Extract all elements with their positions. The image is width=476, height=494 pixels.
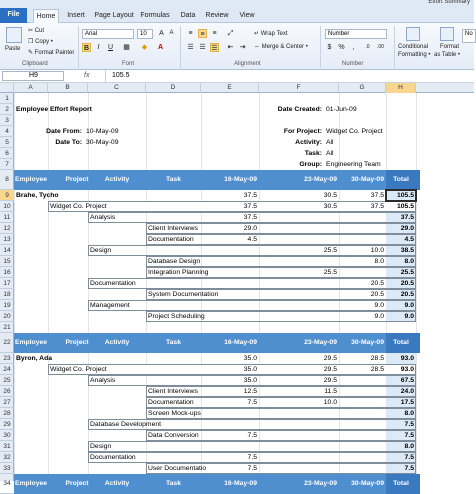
week-2-value[interactable] bbox=[259, 441, 339, 452]
brush-icon: ✎ bbox=[28, 50, 34, 56]
row-header[interactable]: 19 bbox=[0, 300, 14, 311]
total-value[interactable]: 7.5 bbox=[404, 454, 414, 461]
week-3-value[interactable] bbox=[339, 419, 386, 430]
total-value[interactable]: 7.5 bbox=[404, 421, 414, 428]
project-week-value[interactable]: 105.5 bbox=[396, 203, 414, 210]
week-3-value[interactable]: 8.0 bbox=[374, 258, 384, 265]
total-value[interactable]: 9.0 bbox=[404, 313, 414, 320]
week-3-value[interactable]: 20.5 bbox=[370, 280, 384, 287]
total-value[interactable]: 8.0 bbox=[404, 258, 414, 265]
decrease-decimal-icon[interactable]: .00 bbox=[377, 44, 384, 50]
column-header-c[interactable]: C bbox=[88, 83, 146, 93]
row-header[interactable]: 8 bbox=[0, 170, 14, 190]
week-3-value[interactable]: 10.0 bbox=[370, 247, 384, 254]
row-header[interactable]: 23 bbox=[0, 353, 14, 364]
total-value[interactable]: 4.5 bbox=[404, 236, 414, 243]
week-1-value[interactable]: 35.0 bbox=[243, 377, 257, 384]
row-header[interactable]: 21 bbox=[0, 322, 14, 333]
week-1-value[interactable] bbox=[201, 300, 259, 311]
conditional-formatting-label-2[interactable]: Formatting • bbox=[398, 52, 431, 58]
week-1-value[interactable]: 4.5 bbox=[247, 236, 257, 243]
activity-name[interactable]: Database Development bbox=[90, 421, 162, 428]
employee-week-value[interactable]: 37.5 bbox=[370, 192, 384, 199]
week-1-value[interactable]: 7.5 bbox=[247, 432, 257, 439]
tab-file[interactable]: File bbox=[0, 8, 27, 23]
align-top-icon[interactable]: ≡ bbox=[188, 30, 193, 37]
row-header[interactable]: 5 bbox=[0, 137, 14, 148]
currency-icon[interactable]: $ bbox=[327, 44, 332, 51]
worksheet-grid[interactable] bbox=[14, 93, 474, 487]
group-label[interactable]: Group: bbox=[299, 161, 322, 168]
merge-center-label: Merge & Center • bbox=[261, 44, 308, 50]
week-2-value[interactable]: 25.5 bbox=[323, 269, 337, 276]
week-3-value[interactable] bbox=[339, 441, 386, 452]
week-3-value[interactable] bbox=[339, 408, 386, 419]
week-1-value[interactable]: 12.5 bbox=[243, 388, 257, 395]
employee-name[interactable]: Brahe, Tycho bbox=[16, 192, 59, 199]
week-1-value[interactable] bbox=[201, 256, 259, 267]
row-header[interactable]: 13 bbox=[0, 234, 14, 245]
total-value[interactable]: 37.5 bbox=[400, 214, 414, 221]
copy-label: Copy • bbox=[35, 39, 53, 45]
task-name[interactable]: Screen Mock-ups bbox=[148, 410, 201, 417]
week-3-value[interactable]: 9.0 bbox=[374, 302, 384, 309]
row-header[interactable]: 22 bbox=[0, 333, 14, 353]
row-header[interactable]: 4 bbox=[0, 126, 14, 137]
week-1-value[interactable] bbox=[201, 278, 259, 289]
row-header[interactable]: 14 bbox=[0, 245, 14, 256]
function-button[interactable]: fx bbox=[66, 70, 106, 82]
week-1-value[interactable] bbox=[201, 267, 259, 278]
for-project-label[interactable]: For Project: bbox=[283, 128, 322, 135]
row-header[interactable]: 26 bbox=[0, 386, 14, 397]
total-value[interactable]: 25.5 bbox=[400, 269, 414, 276]
week-2-value[interactable] bbox=[259, 408, 339, 419]
column-title-week-3[interactable]: 30-May-09 bbox=[351, 339, 384, 346]
align-center-icon[interactable]: ☰ bbox=[199, 44, 206, 51]
row-header[interactable]: 17 bbox=[0, 278, 14, 289]
total-value[interactable]: 20.5 bbox=[400, 280, 414, 287]
tab-formulas[interactable]: Formulas bbox=[140, 12, 170, 19]
cell-styles-box[interactable]: No bbox=[462, 29, 476, 43]
column-title-week-3[interactable]: 30-May-09 bbox=[351, 480, 384, 487]
employee-week-value[interactable]: 28.5 bbox=[370, 355, 384, 362]
week-1-value[interactable]: 37.5 bbox=[243, 214, 257, 221]
total-value[interactable]: 8.0 bbox=[404, 410, 414, 417]
week-2-value[interactable] bbox=[259, 256, 339, 267]
wrap-icon: ↵ bbox=[254, 31, 260, 37]
week-3-value[interactable] bbox=[339, 430, 386, 441]
week-3-value[interactable] bbox=[339, 397, 386, 408]
week-1-value[interactable]: 7.5 bbox=[247, 454, 257, 461]
week-1-value[interactable] bbox=[201, 441, 259, 452]
project-name[interactable]: Widget Co. Project bbox=[50, 203, 107, 210]
column-title-employee[interactable]: Employee bbox=[14, 176, 48, 183]
column-title-week-2[interactable]: 23-May-09 bbox=[304, 176, 337, 183]
italic-button[interactable]: I bbox=[97, 44, 100, 51]
week-3-value[interactable] bbox=[339, 452, 386, 463]
row-header[interactable]: 10 bbox=[0, 201, 14, 212]
row-header[interactable]: 34 bbox=[0, 474, 14, 494]
week-3-value[interactable]: 20.5 bbox=[370, 291, 384, 298]
activity-name[interactable]: Documentation bbox=[90, 454, 136, 461]
font-color-icon[interactable]: A bbox=[157, 44, 164, 51]
row-header[interactable]: 18 bbox=[0, 289, 14, 300]
row-header[interactable]: 15 bbox=[0, 256, 14, 267]
date-from-value[interactable]: 10-May-09 bbox=[86, 128, 119, 135]
group-separator bbox=[320, 26, 321, 68]
format-as-table-label-1[interactable]: Format bbox=[440, 44, 460, 50]
ribbon-tabs bbox=[0, 6, 474, 23]
week-3-value[interactable] bbox=[339, 223, 386, 234]
activity-name[interactable]: Design bbox=[90, 443, 112, 450]
cut-label: Cut bbox=[34, 28, 45, 34]
row-header[interactable]: 31 bbox=[0, 441, 14, 452]
format-as-table-label-2[interactable]: as Table • bbox=[434, 52, 461, 58]
week-2-value[interactable] bbox=[259, 278, 339, 289]
column-title-week-1[interactable]: 16-May-09 bbox=[224, 339, 257, 346]
total-value[interactable]: 17.5 bbox=[400, 399, 414, 406]
selected-cell[interactable] bbox=[385, 189, 417, 202]
paste-button[interactable]: Paste bbox=[5, 46, 21, 52]
column-title-week-1[interactable]: 16-May-09 bbox=[224, 176, 257, 183]
project-name[interactable]: Widget Co. Project bbox=[50, 366, 107, 373]
project-week-value[interactable]: 35.0 bbox=[243, 366, 257, 373]
copy-icon: ❐ bbox=[28, 39, 34, 45]
row-header[interactable]: 16 bbox=[0, 267, 14, 278]
column-title-total[interactable]: Total bbox=[393, 339, 409, 346]
activity-value[interactable]: All bbox=[326, 139, 334, 146]
row-header[interactable]: 11 bbox=[0, 212, 14, 223]
column-header-d[interactable]: D bbox=[146, 83, 201, 93]
week-2-value[interactable] bbox=[259, 452, 339, 463]
employee-week-value[interactable]: 29.5 bbox=[323, 355, 337, 362]
employee-week-value[interactable]: 35.0 bbox=[243, 355, 257, 362]
scissors-icon: ✂ bbox=[28, 28, 34, 34]
week-3-value[interactable] bbox=[339, 267, 386, 278]
tab-review[interactable]: Review bbox=[205, 12, 229, 19]
shrink-font-icon[interactable]: A bbox=[169, 30, 174, 36]
column-title-project[interactable]: Project bbox=[65, 176, 89, 183]
column-title-week-2[interactable]: 23-May-09 bbox=[304, 339, 337, 346]
week-1-value[interactable] bbox=[201, 311, 259, 322]
row-header[interactable]: 28 bbox=[0, 408, 14, 419]
week-1-value[interactable] bbox=[201, 419, 259, 430]
table-header-band bbox=[14, 170, 420, 190]
week-2-value[interactable] bbox=[259, 234, 339, 245]
column-title-project[interactable]: Project bbox=[65, 339, 89, 346]
task-name[interactable]: Database Design bbox=[148, 258, 201, 265]
group-separator bbox=[394, 26, 395, 68]
align-middle-icon[interactable]: ≡ bbox=[198, 29, 207, 38]
row-header[interactable]: 9 bbox=[0, 190, 14, 201]
activity-label[interactable]: Activity: bbox=[295, 139, 322, 146]
column-title-total[interactable]: Total bbox=[393, 176, 409, 183]
format-painter-button[interactable] bbox=[28, 49, 74, 56]
week-1-value[interactable] bbox=[201, 408, 259, 419]
project-week-value[interactable]: 29.5 bbox=[323, 366, 337, 373]
project-week-value[interactable]: 93.0 bbox=[400, 366, 414, 373]
group-value[interactable]: Engineering Team bbox=[326, 161, 381, 168]
select-all-corner[interactable] bbox=[0, 83, 14, 93]
activity-name[interactable]: Analysis bbox=[90, 377, 116, 384]
project-week-value[interactable]: 30.5 bbox=[323, 203, 337, 210]
week-3-value[interactable] bbox=[339, 463, 386, 474]
task-name[interactable]: Integration Planning bbox=[148, 269, 209, 276]
row-header[interactable]: 24 bbox=[0, 364, 14, 375]
font-size-select[interactable]: 10 bbox=[137, 29, 153, 39]
week-2-value[interactable] bbox=[259, 212, 339, 223]
merge-icon: ⇔ bbox=[254, 44, 260, 50]
row-header[interactable]: 7 bbox=[0, 159, 14, 170]
week-2-value[interactable] bbox=[259, 300, 339, 311]
tab-data[interactable]: Data bbox=[180, 12, 196, 19]
project-week-value[interactable]: 37.5 bbox=[370, 203, 384, 210]
table-header-band bbox=[14, 474, 420, 494]
task-name[interactable]: Data Conversion bbox=[148, 432, 199, 439]
window-title: Effort Summary bbox=[428, 0, 470, 5]
column-headers bbox=[0, 83, 474, 93]
column-title-employee[interactable]: Employee bbox=[14, 339, 48, 346]
number-format-select[interactable]: Number bbox=[325, 29, 387, 39]
group-label-alignment: Alignment bbox=[234, 61, 261, 67]
date-created-label[interactable]: Date Created: bbox=[277, 106, 322, 113]
total-value[interactable]: 29.0 bbox=[400, 225, 414, 232]
column-title-project[interactable]: Project bbox=[65, 480, 89, 487]
week-1-value[interactable]: 29.0 bbox=[243, 225, 257, 232]
week-2-value[interactable] bbox=[259, 430, 339, 441]
total-value[interactable]: 24.0 bbox=[400, 388, 414, 395]
underline-button[interactable]: U bbox=[107, 44, 114, 51]
employee-week-value[interactable]: 105.5 bbox=[396, 192, 414, 199]
date-created-value[interactable]: 01-Jun-09 bbox=[326, 106, 357, 113]
row-header[interactable]: 2 bbox=[0, 104, 14, 115]
week-2-value[interactable] bbox=[259, 311, 339, 322]
task-name[interactable]: Client Interviews bbox=[148, 388, 198, 395]
week-2-value[interactable]: 25.5 bbox=[323, 247, 337, 254]
column-title-employee[interactable]: Employee bbox=[14, 480, 48, 487]
paste-icon[interactable] bbox=[6, 27, 22, 43]
report-title[interactable]: Employee Effort Report bbox=[16, 106, 92, 113]
wrap-text-label: Wrap Text bbox=[260, 31, 288, 37]
task-name[interactable]: Project Scheduling bbox=[148, 313, 205, 320]
column-title-activity[interactable]: Activity bbox=[104, 480, 130, 487]
column-header-a[interactable]: A bbox=[14, 83, 48, 93]
column-header-e[interactable]: E bbox=[201, 83, 259, 93]
column-header-g[interactable]: G bbox=[339, 83, 386, 93]
week-2-value[interactable] bbox=[259, 463, 339, 474]
week-2-value[interactable]: 11.5 bbox=[324, 388, 337, 395]
group-label-number: Number bbox=[342, 61, 364, 67]
tab-insert[interactable]: Insert bbox=[67, 12, 85, 19]
for-project-value[interactable]: Widget Co. Project bbox=[326, 128, 383, 135]
merge-center-button[interactable] bbox=[254, 44, 308, 50]
task-name[interactable]: Documentation bbox=[148, 236, 194, 243]
copy-button[interactable] bbox=[28, 38, 53, 45]
percent-icon[interactable]: % bbox=[338, 44, 345, 51]
week-2-value[interactable] bbox=[259, 419, 339, 430]
week-3-value[interactable] bbox=[339, 234, 386, 245]
indent-increase-icon[interactable]: ⇥ bbox=[239, 44, 246, 51]
conditional-formatting-label-1[interactable]: Conditional bbox=[398, 44, 429, 50]
group-label-font: Font bbox=[122, 61, 135, 67]
project-week-value[interactable]: 28.5 bbox=[370, 366, 384, 373]
gridline bbox=[14, 93, 15, 481]
column-title-task[interactable]: Task bbox=[166, 176, 181, 183]
column-header-f[interactable]: F bbox=[259, 83, 339, 93]
format-painter-label: Format Painter bbox=[34, 50, 75, 56]
table-header-band bbox=[14, 333, 420, 353]
gridline bbox=[416, 93, 417, 481]
employee-week-value[interactable]: 37.5 bbox=[243, 192, 257, 199]
week-2-value[interactable]: 29.5 bbox=[323, 377, 337, 384]
total-value[interactable]: 20.5 bbox=[400, 291, 414, 298]
activity-name[interactable]: Design bbox=[90, 247, 112, 254]
group-separator bbox=[78, 26, 79, 68]
row-header[interactable]: 6 bbox=[0, 148, 14, 159]
fill-color-icon[interactable]: ◆ bbox=[141, 44, 148, 51]
font-name-select[interactable]: Arial bbox=[82, 29, 134, 39]
week-1-value[interactable]: 7.5 bbox=[247, 399, 257, 406]
week-2-value[interactable] bbox=[259, 223, 339, 234]
total-value[interactable]: 8.0 bbox=[404, 443, 414, 450]
employee-week-value[interactable]: 93.0 bbox=[400, 355, 414, 362]
total-value[interactable]: 7.5 bbox=[404, 465, 414, 472]
orientation-icon[interactable]: ⤢ bbox=[227, 30, 234, 37]
ribbon bbox=[0, 23, 474, 70]
bold-button[interactable]: B bbox=[83, 45, 90, 52]
week-1-value[interactable]: 7.5 bbox=[247, 465, 257, 472]
align-right-icon[interactable]: ☰ bbox=[211, 45, 218, 52]
activity-name[interactable]: Management bbox=[90, 302, 130, 309]
row-header[interactable]: 12 bbox=[0, 223, 14, 234]
tab-page-layout[interactable]: Page Layout bbox=[94, 12, 134, 19]
row-header[interactable]: 33 bbox=[0, 463, 14, 474]
date-from-label[interactable]: Date From: bbox=[46, 128, 82, 135]
total-value[interactable]: 9.0 bbox=[404, 302, 414, 309]
task-name[interactable]: Documentation bbox=[148, 399, 194, 406]
align-left-icon[interactable]: ☰ bbox=[187, 44, 194, 51]
column-title-week-2[interactable]: 23-May-09 bbox=[304, 480, 337, 487]
tab-home[interactable]: Home bbox=[33, 9, 59, 23]
week-2-value[interactable]: 10.0 bbox=[323, 399, 337, 406]
name-box[interactable]: H9 bbox=[2, 71, 64, 81]
project-week-value[interactable]: 37.5 bbox=[243, 203, 257, 210]
total-value[interactable]: 38.5 bbox=[400, 247, 414, 254]
employee-week-value[interactable]: 30.5 bbox=[323, 192, 337, 199]
activity-name[interactable]: Analysis bbox=[90, 214, 116, 221]
total-value[interactable]: 67.5 bbox=[400, 377, 414, 384]
wrap-text-button[interactable] bbox=[254, 30, 288, 37]
row-header[interactable]: 25 bbox=[0, 375, 14, 386]
row-header[interactable]: 27 bbox=[0, 397, 14, 408]
row-header[interactable]: 1 bbox=[0, 93, 14, 104]
row-header[interactable]: 32 bbox=[0, 452, 14, 463]
group-separator bbox=[180, 26, 181, 68]
align-bottom-icon[interactable]: ≡ bbox=[212, 30, 217, 37]
row-header[interactable]: 29 bbox=[0, 419, 14, 430]
week-3-value[interactable] bbox=[339, 386, 386, 397]
employee-name[interactable]: Byron, Ada bbox=[16, 355, 53, 362]
column-title-task[interactable]: Task bbox=[166, 480, 181, 487]
column-title-activity[interactable]: Activity bbox=[104, 176, 130, 183]
column-title-total[interactable]: Total bbox=[393, 480, 409, 487]
week-3-value[interactable] bbox=[339, 212, 386, 223]
conditional-formatting-icon[interactable] bbox=[406, 27, 420, 41]
column-header-h[interactable]: H bbox=[386, 83, 416, 93]
tab-view[interactable]: View bbox=[239, 12, 255, 19]
cut-button[interactable] bbox=[28, 27, 44, 34]
task-value[interactable]: All bbox=[326, 150, 334, 157]
format-as-table-icon[interactable] bbox=[440, 27, 454, 41]
week-1-value[interactable] bbox=[201, 289, 259, 300]
grow-font-icon[interactable]: A bbox=[159, 30, 164, 37]
task-name[interactable]: System Documentation bbox=[148, 291, 219, 298]
formula-bar bbox=[0, 70, 474, 83]
week-1-value[interactable] bbox=[201, 245, 259, 256]
row-headers bbox=[0, 93, 14, 487]
borders-icon[interactable]: ▦ bbox=[123, 44, 130, 51]
increase-decimal-icon[interactable]: .0 bbox=[365, 44, 370, 50]
task-label[interactable]: Task: bbox=[304, 150, 322, 157]
week-3-value[interactable] bbox=[339, 375, 386, 386]
column-title-week-1[interactable]: 16-May-09 bbox=[224, 480, 257, 487]
row-header[interactable]: 30 bbox=[0, 430, 14, 441]
task-name[interactable]: User Documentatio bbox=[148, 465, 207, 472]
indent-decrease-icon[interactable]: ⇤ bbox=[227, 44, 234, 51]
formula-input[interactable]: 105.5 bbox=[112, 72, 130, 79]
week-3-value[interactable]: 9.0 bbox=[374, 313, 384, 320]
gridline bbox=[48, 93, 49, 481]
column-title-task[interactable]: Task bbox=[166, 339, 181, 346]
date-to-label[interactable]: Date To: bbox=[55, 139, 82, 146]
comma-icon[interactable]: , bbox=[352, 44, 355, 51]
column-title-activity[interactable]: Activity bbox=[104, 339, 130, 346]
task-name[interactable]: Client Interviews bbox=[148, 225, 198, 232]
activity-name[interactable]: Documentation bbox=[90, 280, 136, 287]
row-header[interactable]: 20 bbox=[0, 311, 14, 322]
group-label-clipboard: Clipboard bbox=[22, 61, 48, 67]
total-value[interactable]: 7.5 bbox=[404, 432, 414, 439]
column-title-week-3[interactable]: 30-May-09 bbox=[351, 176, 384, 183]
row-header[interactable]: 3 bbox=[0, 115, 14, 126]
week-2-value[interactable] bbox=[259, 289, 339, 300]
column-header-b[interactable]: B bbox=[48, 83, 88, 93]
date-to-value[interactable]: 30-May-09 bbox=[86, 139, 119, 146]
